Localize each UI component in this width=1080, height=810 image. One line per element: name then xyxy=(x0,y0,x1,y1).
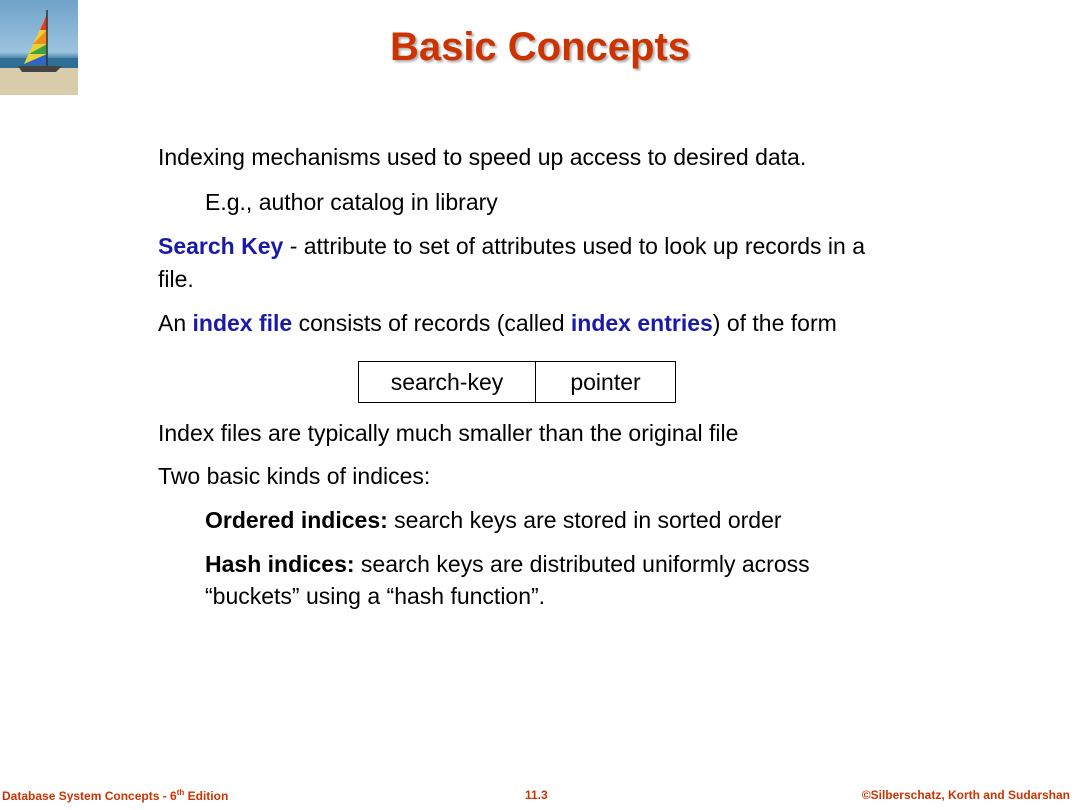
bullet-indexing: Indexing mechanisms used to speed up access to desired data. xyxy=(158,144,807,170)
pointer-cell: pointer xyxy=(570,368,641,395)
footer-book-title xyxy=(2,788,228,803)
index-entry-format-table xyxy=(358,361,676,403)
bullet-index-size: Index files are typically much smaller than the original file xyxy=(158,420,739,446)
index-file-term: index file xyxy=(192,310,293,336)
footer-edition-text: Edition xyxy=(184,789,229,803)
sub-bullet-hash xyxy=(205,550,810,578)
index-file-suffix: ) of the form xyxy=(712,310,837,336)
footer-book-title-text: Database System Concepts - 6 xyxy=(2,789,177,803)
ordered-indices-term: Ordered indices: xyxy=(205,507,388,533)
ordered-indices-definition: search keys are stored in sorted order xyxy=(387,507,782,533)
footer-page-number: 11.3 xyxy=(525,788,548,802)
hash-indices-term: Hash indices: xyxy=(205,551,355,577)
bullet-index-file xyxy=(158,309,837,337)
slide-title: Basic Concepts xyxy=(389,25,691,69)
footer-copyright: ©Silberschatz, Korth and Sudarshan xyxy=(861,788,1070,802)
sub-bullet-example: E.g., author catalog in library xyxy=(205,189,498,215)
hash-indices-definition: search keys are distributed uniformly across xyxy=(354,551,810,577)
footer-edition-sup: th xyxy=(176,788,185,797)
index-file-middle: consists of records (called xyxy=(292,310,571,336)
search-key-term: Search Key xyxy=(158,233,284,259)
bullet-kinds: Two basic kinds of indices: xyxy=(158,463,431,489)
index-entries-term: index entries xyxy=(570,310,713,336)
bullet-search-key xyxy=(158,232,865,260)
sub-bullet-hash-cont: “buckets” using a “hash function”. xyxy=(205,583,546,609)
search-key-definition: - attribute to set of attributes used to look up records in a xyxy=(283,233,866,259)
bullet-search-key-cont: file. xyxy=(158,266,194,292)
search-key-cell: search-key xyxy=(359,362,536,402)
sub-bullet-ordered xyxy=(205,506,782,534)
index-file-prefix: An xyxy=(158,310,193,336)
